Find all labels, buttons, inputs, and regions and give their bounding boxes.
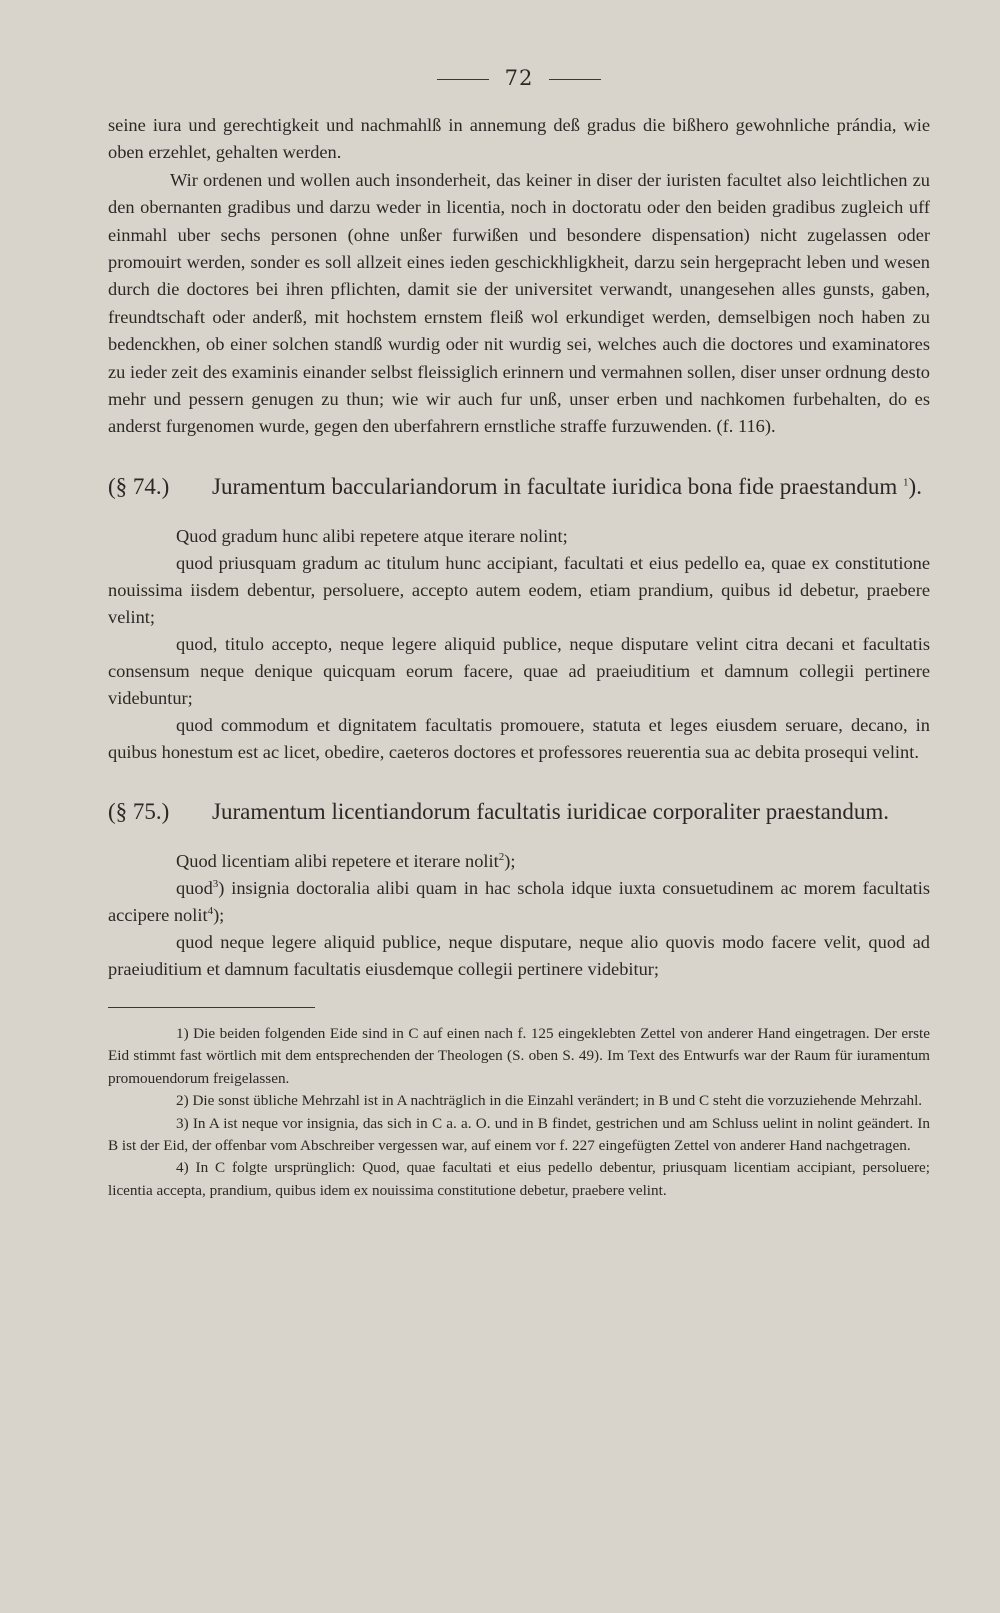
section-title-end: . <box>916 473 922 499</box>
clause-text: ) insignia doctoralia alibi quam in hac schola idque iuxta consuetudinem ac morem facultatis accipere nolit <box>108 877 930 925</box>
clause: quod, titulo accepto, neque legere aliquid publice, neque disputare velint citra decani et facultatis consensum neque denique quicquam eorum facere, quae ad praeiuditium et damnum collegii pertinere videbuntur; <box>108 633 930 708</box>
footnote: 4) In C folgte ursprünglich: Quod, quae facultati et eius pedello debentur, priusquam licentiam accipiant, persoluere; licentia accepta, prandium, quibus idem ex nouissima constitutione debetur, praebere velint. <box>108 1159 930 1199</box>
paragraph-continuation: seine iura und gerechtigkeit und nachmahlß in annemung deß gradus die bißhero gewohnliche prándia, wie oben erzehlet, gehalten werden. <box>108 115 930 163</box>
clause-text: quod <box>176 877 213 898</box>
footnotes <box>108 1023 930 1202</box>
clause-text: Quod licentiam alibi repetere et iterare nolit <box>176 850 499 871</box>
footnote-ref: 2 <box>498 850 505 863</box>
clause: Quod gradum hunc alibi repetere atque iterare nolint; <box>176 525 568 546</box>
section-number: (§ 75.) <box>108 798 170 824</box>
page-header <box>108 66 930 90</box>
clause-text: quod neque legere aliquid publice, neque disputare, neque alio quovis modo facere velit, quod ad praeiuditium et damnum facultatis eiusdemque collegii pertinere videbitur; <box>108 931 930 979</box>
section-number: (§ 74.) <box>108 473 170 499</box>
page-number: 72 <box>504 66 534 90</box>
section-74-clauses <box>108 523 930 766</box>
footnote: 2) Die sonst übliche Mehrzahl ist in A nachträglich in die Einzahl verändert; in B und C steht die vorzuziehende Mehrzahl. <box>176 1092 923 1110</box>
clause <box>108 875 930 929</box>
section-75-heading <box>108 796 930 828</box>
section-75-clauses <box>108 848 930 983</box>
footnote-ref: 3 <box>212 877 219 890</box>
section-74 <box>108 471 930 766</box>
section-74-heading: (§ 74.) Juramentum bacculariandorum in facultate iuridica bona fide praestandum $^1$). <box>108 471 930 503</box>
section-title: Juramentum bacculariandorum in facultate iuridica bona fide praestandum <box>212 473 898 499</box>
footnote-divider <box>108 1007 315 1008</box>
clause: quod commodum et dignitatem facultatis promouere, statuta et leges eiusdem seruare, decano, in quibus honestum est ac licet, obedire, caeteros doctores et professores reuerentia sua ac debita prosequi velint. <box>108 714 930 762</box>
clause <box>108 848 930 875</box>
section-75 <box>108 796 930 983</box>
clause-text: ); <box>213 904 225 925</box>
clause <box>108 929 930 983</box>
body-text <box>108 112 930 441</box>
section-title: Juramentum licentiandorum facultatis iuridicae corporaliter praestandum. <box>212 798 889 824</box>
clause-text: ); <box>504 850 516 871</box>
footnote: 1) Die beiden folgenden Eide sind in C auf einen nach f. 125 eingeklebten Zettel von anderer Hand eingetragen. Der erste Eid stimmt fast wörtlich mit dem entsprechenden der Theologen (S. oben S. 49). Im Text des Entwurfs war der Raum für iuramentum promouendorum freigelassen. <box>108 1024 930 1087</box>
footnote-ref: 4 <box>207 904 214 917</box>
footnote: 3) In A ist neque vor insignia, das sich in C a. a. O. und in B findet, gestrichen und am Schluss uelint in nolint geändert. In B ist der Eid, der offenbar vom Abschreiber vergessen war, auf einem vor f. 227 eingefügten Zettel von anderer Hand nachgetragen. <box>108 1114 930 1154</box>
clause: quod priusquam gradum ac titulum hunc accipiant, facultati et eius pedello ea, quae ex constitutione nouissima iisdem debentur, persoluere, accepto autem eodem, etiam prandium, quibus id debetur, praebere velint; <box>108 552 930 627</box>
header-rule-right <box>549 79 601 80</box>
paragraph-ordinance: Wir ordenen und wollen auch insonderheit, das keiner in diser der iuristen facultet also leichtlichen zu den obernanten gradibus und darzu weder in licentia, noch in doctoratu oder den beiden gradibus zugleich uff einmahl uber sechs personen (ohne unßer furwißen und besondere dispensation) nicht zugelassen oder promouirt werden, sonder es soll allzeit eines ieden geschickhligkheit, darzu sein hergepracht leben und wesen durch die doctores bei ihren pflichten, damit sie der universitet verwandt, unangesehen alles gunsts, gaben, freundtschaft oder anderß, mit hochstem ernstem fleiß wol erkundiget werden, demselbigen noch haben zu bedenckhen, ob einer solchen standß wurdig oder nit wurdig sei, welches auch die doctores und examinatores zu ieder zeit des examinis einander selbst fleissiglich erinnern und vermahnen sollen, diser unser ordnung desto mehr und pessern genugen zu thun; wie wir auch fur unß, unser erben und nachkomen furbehalten, do es anderst furgenomen wurde, gegen den uberfahrern ernstliche straffe furzuwenden. (f. 116). <box>108 169 930 437</box>
header-rule-left <box>437 79 489 80</box>
footnote-ref: 1 <box>903 476 909 489</box>
